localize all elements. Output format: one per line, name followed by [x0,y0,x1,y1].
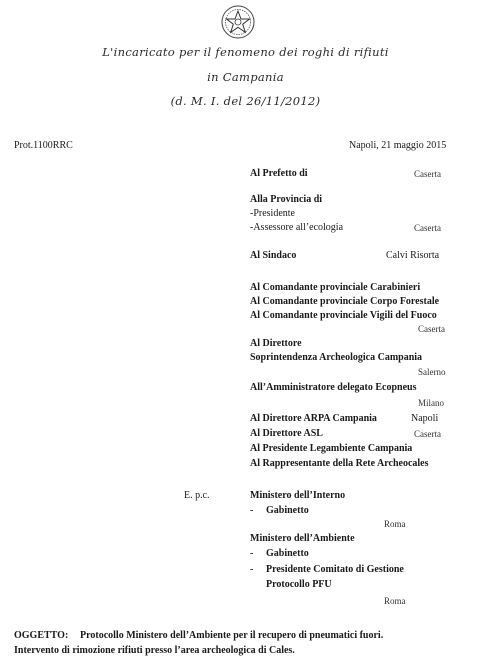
recipient-provincia: Alla Provincia di [250,194,323,205]
cc-gabinetto-ambiente: Gabinetto [266,548,309,559]
recipient-asl: Al Direttore ASL [250,428,323,439]
cc-protocollo-pfu: Protocollo PFU [266,579,332,590]
recipient-prefetto: Al Prefetto di [250,168,308,179]
letterhead-region: in Campania [207,70,284,84]
subject-label: OGGETTO: [14,630,69,641]
cc-bullet-dash: - [250,564,254,575]
letterhead-decree: (d. M. I. del 26/11/2012) [170,94,321,108]
recipient-sindaco-city: Calvi Risorta [386,250,440,261]
recipient-rete: Al Rappresentante della Rete Archeocales [250,458,429,469]
recipient-asl-city: Caserta [414,429,441,439]
subject-line-1: Protocollo Ministero dell’Ambiente per il recupero di pneumatici fuori. [80,630,384,641]
recipient-assessore: -Assessore all’ecologia [250,222,344,233]
cc-label: E. p.c. [184,490,210,501]
letterhead-title: L'incaricato per il fenomeno dei roghi di rifiuti [102,45,389,59]
recipient-presidente: -Presidente [250,208,295,219]
cc-ambiente-city: Roma [384,596,406,606]
recipient-sindaco: Al Sindaco [250,250,297,261]
recipient-assessore-city: Caserta [414,223,441,233]
recipient-prefetto-city: Caserta [414,169,441,179]
cc-interno-city: Roma [384,519,406,529]
recipient-forestale: Al Comandante provinciale Corpo Forestale [250,296,440,307]
cc-ministero-ambiente: Ministero dell’Ambiente [250,533,355,544]
recipient-ecopneus-city: Milano [418,398,444,408]
recipient-arpa-city: Napoli [411,413,439,424]
recipient-comandanti-city: Caserta [418,324,445,334]
cc-ministero-interno: Ministero dell’Interno [250,490,346,501]
protocol-number: Prot.1100RRC [14,140,73,151]
subject-line-2: Intervento di rimozione rifiuti presso l’area archeologica di Cales. [14,645,295,656]
cc-bullet-dash: - [250,548,254,559]
cc-comitato-gestione: Presidente Comitato di Gestione [266,564,404,575]
cc-bullet-dash: - [250,505,254,516]
recipient-ecopneus: All’Amministratore delegato Ecopneus [250,382,417,393]
cc-gabinetto-interno: Gabinetto [266,505,309,516]
recipient-arpa: Al Direttore ARPA Campania [250,413,377,424]
place-date: Napoli, 21 maggio 2015 [349,140,447,151]
recipient-soprintendenza-city: Salerno [418,367,446,377]
recipient-direttore: Al Direttore [250,338,302,349]
recipient-vigili: Al Comandante provinciale Vigili del Fuoco [250,310,437,321]
recipient-soprintendenza: Soprintendenza Archeologica Campania [250,352,423,363]
recipient-legambiente: Al Presidente Legambiente Campania [250,443,413,454]
republic-emblem-icon [220,4,256,40]
recipient-carabinieri: Al Comandante provinciale Carabinieri [250,282,421,293]
